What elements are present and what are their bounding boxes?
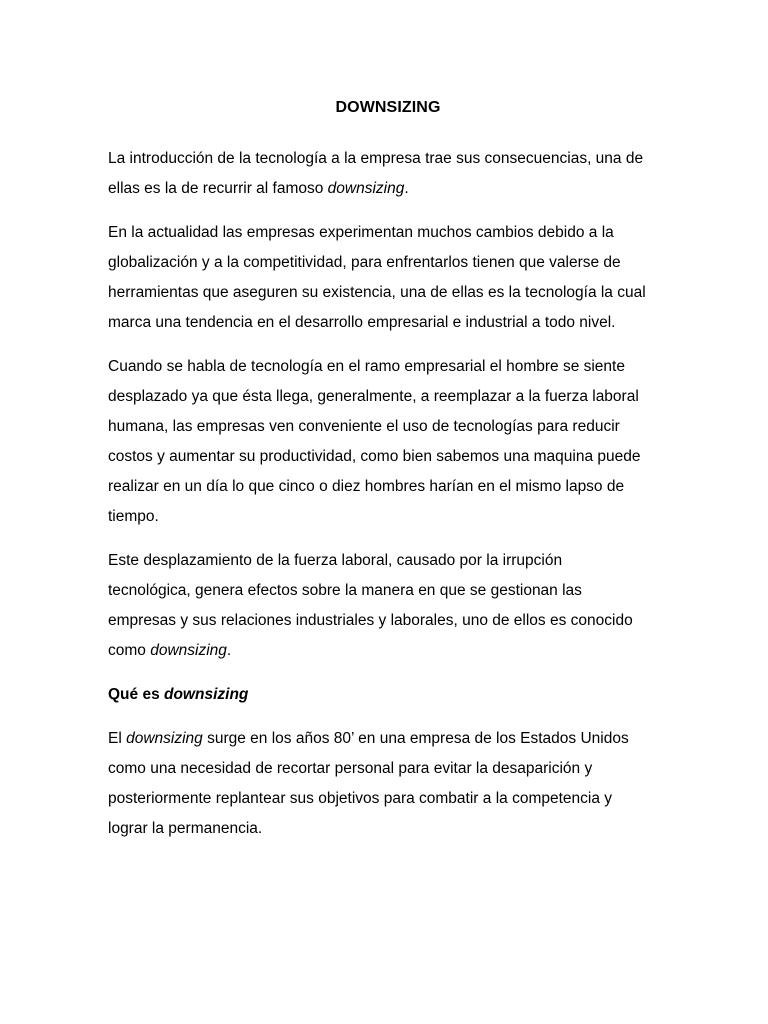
paragraph-3 — [108, 352, 668, 532]
paragraph-line: realizar en un día lo que cinco o diez hombres harían en el mismo lapso de — [108, 478, 625, 495]
text-run: . — [226, 642, 232, 659]
text-run: surge en los años 80’ en una empresa de los Estados Unidos — [202, 730, 629, 747]
text-run: ellas es la de recurrir al famoso — [108, 180, 328, 197]
paragraph-5 — [108, 724, 668, 844]
paragraph-line: humana, las empresas ven conveniente el uso de tecnologías para reducir — [108, 418, 620, 435]
paragraph-line: En la actualidad las empresas experimentan muchos cambios debido a la — [108, 224, 614, 241]
paragraph-line: Este desplazamiento de la fuerza laboral, causado por la irrupción — [108, 552, 563, 569]
emphasis-term: downsizing — [164, 686, 249, 703]
paragraph-line: herramientas que aseguren su existencia, una de ellas es la tecnología la cual — [108, 284, 646, 301]
paragraph-line: marca una tendencia en el desarrollo empresarial e industrial a todo nivel. — [108, 314, 616, 331]
section-heading — [108, 680, 668, 710]
paragraph-line: tiempo. — [108, 508, 159, 525]
emphasis-term: downsizing — [150, 642, 227, 659]
paragraph-line — [108, 174, 668, 204]
paragraph-line: empresas y sus relaciones industriales y laborales, uno de ellos es conocido — [108, 612, 633, 629]
document-body — [108, 96, 668, 858]
paragraph-line: Cuando se habla de tecnología en el ramo empresarial el hombre se siente — [108, 358, 625, 375]
document-title: DOWNSIZING — [335, 99, 441, 116]
paragraph-line: desplazado ya que ésta llega, generalmente, a reemplazar a la fuerza laboral — [108, 388, 639, 405]
paragraph-line: globalización y a la competitividad, para enfrentarlos tienen que valerse de — [108, 254, 621, 271]
text-run: como — [108, 642, 151, 659]
paragraph-line: costos y aumentar su productividad, como bien sabemos una maquina puede — [108, 448, 641, 465]
paragraph-line — [108, 636, 668, 666]
emphasis-term: downsizing — [126, 730, 203, 747]
paragraph-line — [108, 724, 668, 754]
paragraph-line: La introducción de la tecnología a la empresa trae sus consecuencias, una de — [108, 150, 644, 167]
paragraph-line: lograr la permanencia. — [108, 820, 263, 837]
emphasis-term: downsizing — [327, 180, 405, 197]
paragraph-1 — [108, 144, 668, 204]
text-run: Qué es — [108, 686, 164, 703]
paragraph-line: como una necesidad de recortar personal para evitar la desaparición y — [108, 760, 593, 777]
paragraph-line: tecnológica, genera efectos sobre la manera en que se gestionan las — [108, 582, 582, 599]
text-run: El — [108, 730, 127, 747]
paragraph-line: posteriormente replantear sus objetivos para combatir a la competencia y — [108, 790, 613, 807]
paragraph-2 — [108, 218, 668, 338]
text-run: . — [404, 180, 409, 197]
paragraph-4 — [108, 546, 668, 666]
